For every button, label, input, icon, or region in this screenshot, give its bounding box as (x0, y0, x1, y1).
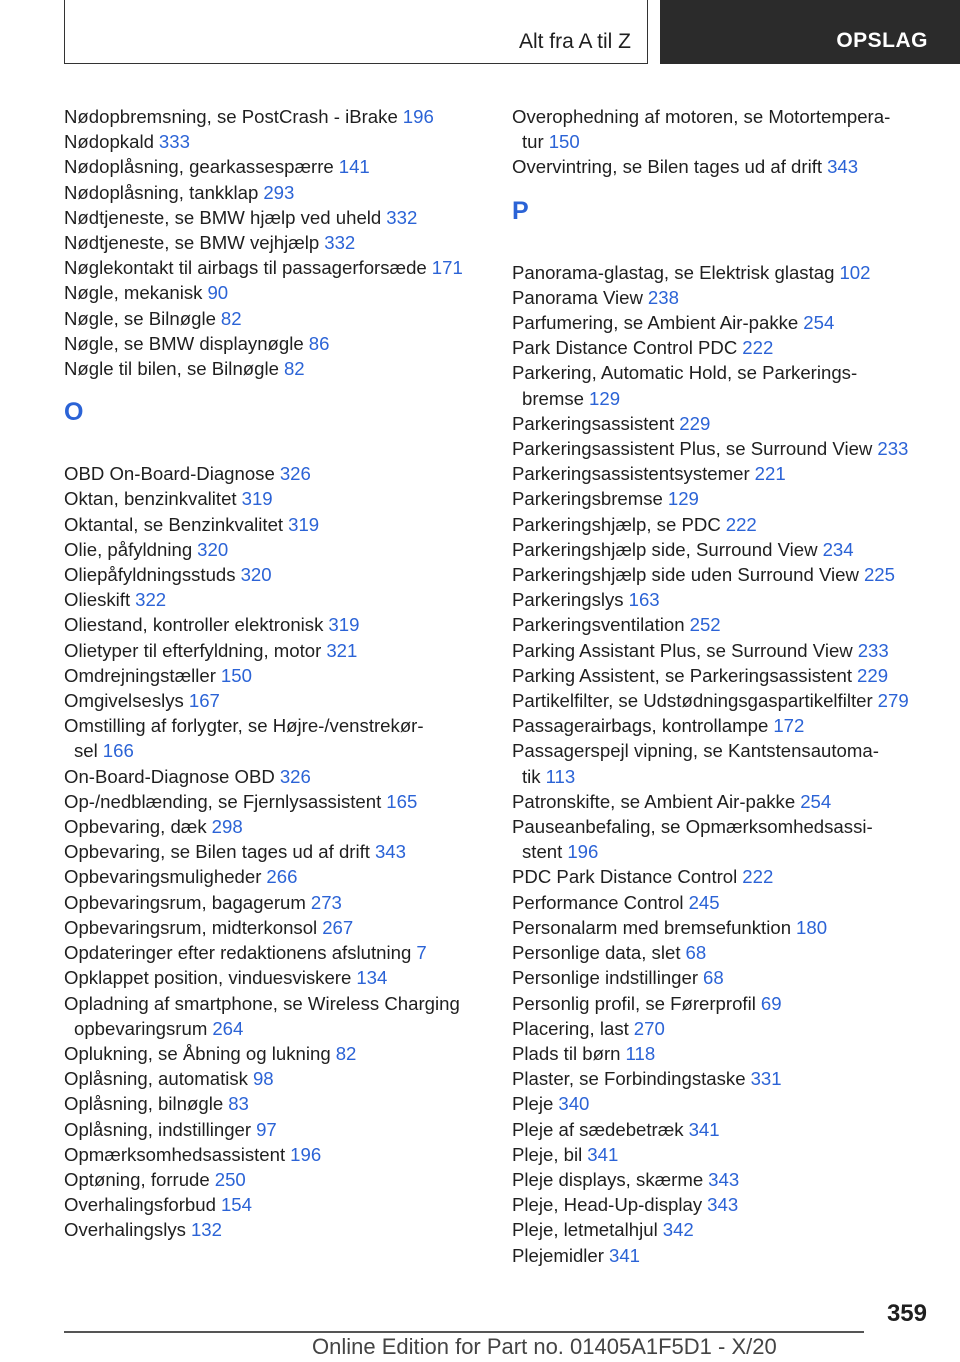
footer-divider (64, 1331, 864, 1333)
page-reference-link[interactable]: 331 (750, 1068, 782, 1090)
index-entry-term: Pauseanbefaling, se Opmærksomhedsassi- (512, 816, 873, 838)
section-tab[interactable] (660, 0, 960, 64)
index-entry (64, 154, 484, 179)
page-reference-link[interactable]: 102 (839, 261, 871, 283)
page-reference-link[interactable]: 264 (212, 1017, 244, 1039)
index-entry (512, 562, 942, 587)
page-reference-link[interactable]: 196 (402, 106, 434, 127)
index-entry-term: Parkeringsassistent Plus, se Surround View (512, 438, 873, 460)
index-entry-continuation-text: tur (522, 131, 544, 153)
index-entry-term: Opbevaring, se Bilen tages ud af drift (64, 841, 370, 863)
index-entry-term: Nødopbremsning, se PostCrash - iBrake (64, 106, 398, 127)
page-reference-link[interactable]: 320 (240, 564, 272, 586)
index-entry (64, 663, 484, 688)
page-reference-link[interactable]: 254 (800, 790, 832, 812)
index-entry-term: Nødtjeneste, se BMW vejhjælp (64, 232, 320, 254)
index-entry (64, 587, 484, 612)
index-entry (64, 562, 484, 587)
page-reference-link[interactable]: 129 (589, 387, 621, 409)
index-entry-term: Oplukning, se Åbning og lukning (64, 1042, 331, 1064)
index-entry (512, 461, 942, 486)
index-entry-continuation (512, 129, 942, 154)
page-reference-link[interactable]: 222 (742, 866, 774, 888)
index-entry-term: Personlig profil, se Førerprofil (512, 992, 756, 1014)
index-entry (64, 814, 484, 839)
page-reference-link[interactable]: 166 (102, 740, 134, 762)
index-entry (512, 260, 942, 285)
index-entry-term: Partikelfilter, se Udstødningsgaspartikelfilter (512, 690, 873, 712)
index-entry-term: Nøgle, se Bilnøgle (64, 307, 216, 329)
index-column-left (64, 104, 484, 1243)
page-number: 359 (886, 1300, 927, 1327)
index-entry-term: Oplåsning, automatisk (64, 1068, 248, 1090)
index-entry-term: Nødtjeneste, se BMW hjælp ved uheld (64, 206, 382, 228)
index-entry-continuation (512, 764, 942, 789)
section-tab-label: OPSLAG (836, 29, 928, 52)
index-entry-term: Opklappet position, vinduesviskere (64, 967, 352, 989)
index-entry-term: Pleje displays, skærme (512, 1168, 704, 1190)
page-reference-link[interactable]: 343 (707, 1194, 739, 1216)
index-entry (512, 411, 942, 436)
index-entry (64, 1142, 484, 1167)
index-entry (64, 306, 484, 331)
index-entry-term: Plads til børn (512, 1042, 621, 1064)
page-reference-link[interactable]: 132 (190, 1219, 222, 1241)
index-entry (64, 1066, 484, 1091)
index-entry-term: Nøglekontakt til airbags til passagerforsæde (64, 257, 427, 279)
index-entry-term: Oktantal, se Benzinkvalitet (64, 513, 284, 535)
index-entry-continuation (512, 386, 942, 411)
index-entry-term: Personlige data, slet (512, 942, 681, 964)
index-entry (64, 1192, 484, 1217)
page-reference-link[interactable]: 98 (252, 1068, 274, 1090)
index-entry-term: Patronskifte, se Ambient Air-pakke (512, 790, 796, 812)
page-reference-link[interactable]: 341 (688, 1118, 720, 1140)
index-entry (64, 512, 484, 537)
index-entry-term: Parkeringsassistentsystemer (512, 463, 750, 485)
index-entry (64, 537, 484, 562)
index-entry (64, 129, 484, 154)
index-entry (512, 360, 942, 410)
index-entry (64, 461, 484, 486)
page-reference-link[interactable]: 134 (356, 967, 388, 989)
index-entry-term: Oliepåfyldningsstuds (64, 564, 236, 586)
index-entry (512, 285, 942, 310)
index-entry (512, 890, 942, 915)
page-reference-link[interactable]: 267 (322, 916, 354, 938)
page-reference-link[interactable]: 333 (158, 131, 190, 153)
index-entry-term: Parkeringsventilation (512, 614, 685, 636)
index-entry-term: Olieskift (64, 589, 131, 611)
index-letter-heading: O (64, 398, 84, 427)
page-reference-link[interactable]: 332 (324, 232, 356, 254)
index-column-right (512, 104, 942, 1268)
index-entry (512, 1217, 942, 1242)
index-entry-term: Opdateringer efter redaktionens afslutning (64, 942, 412, 964)
page-reference-link[interactable]: 68 (685, 942, 707, 964)
index-entry (64, 713, 484, 763)
page-reference-link[interactable]: 326 (279, 463, 311, 485)
page-reference-link[interactable]: 129 (667, 488, 699, 510)
page-reference-link[interactable]: 150 (548, 131, 580, 153)
index-entry-term: Omstilling af forlygter, se Højre-/venstrekør- (64, 715, 424, 737)
index-entry-term: Pleje, Head-Up-display (512, 1194, 703, 1216)
index-entry-term: Nøgle, mekanisk (64, 282, 203, 304)
page-reference-link[interactable]: 69 (760, 992, 782, 1014)
page-reference-link[interactable]: 319 (328, 614, 360, 636)
index-entry-term: Plaster, se Forbindingstaske (512, 1068, 746, 1090)
index-entry-term: Oktan, benzinkvalitet (64, 488, 237, 510)
page-reference-link[interactable]: 97 (256, 1118, 277, 1140)
page-reference-link[interactable]: 342 (662, 1219, 694, 1241)
index-entry-term: Personlige indstillinger (512, 967, 699, 989)
page-reference-link[interactable]: 229 (679, 412, 711, 434)
index-entry (64, 1117, 484, 1142)
index-entry-term: Pleje af sædebetræk (512, 1118, 684, 1140)
index-entry (512, 335, 942, 360)
index-entry-term: Parkeringsassistent (512, 412, 675, 434)
index-entry-term: Olie, påfyldning (64, 538, 193, 560)
page-reference-link[interactable]: 273 (310, 891, 342, 913)
index-entry (64, 612, 484, 637)
page-reference-link[interactable]: 196 (290, 1143, 322, 1165)
page-reference-link[interactable]: 172 (773, 715, 805, 737)
index-entry-term: Passagerairbags, kontrollampe (512, 715, 769, 737)
index-entry-term: Oplåsning, bilnøgle (64, 1093, 224, 1115)
index-entry-continuation-text: opbevaringsrum (74, 1017, 208, 1039)
index-entry-term: Nødoplåsning, tankklap (64, 181, 259, 203)
index-entry (512, 789, 942, 814)
page-reference-link[interactable]: 341 (587, 1143, 619, 1165)
index-entry-continuation-text: bremse (522, 387, 585, 409)
page-reference-link[interactable]: 83 (228, 1093, 249, 1115)
index-entry (64, 104, 484, 129)
page-reference-link[interactable]: 343 (374, 841, 406, 863)
index-entry (64, 764, 484, 789)
index-entry (512, 688, 942, 713)
index-entry (64, 486, 484, 511)
index-entry-term: Op-/nedblænding, se Fjernlysassistent (64, 790, 382, 812)
index-entry-term: Opmærksomhedsassistent (64, 1143, 286, 1165)
index-entry-term: Omgivelseslys (64, 690, 184, 712)
page-reference-link[interactable]: 150 (220, 664, 252, 686)
page-reference-link[interactable]: 154 (220, 1194, 252, 1216)
index-entry-term: Oliestand, kontroller elektronisk (64, 614, 324, 636)
index-entry-term: Opbevaring, dæk (64, 816, 207, 838)
index-entry-continuation-text: tik (522, 765, 541, 787)
index-entry-term: Parkeringshjælp, se PDC (512, 513, 721, 535)
index-entry-term: Personalarm med bremsefunktion (512, 916, 792, 938)
page-reference-link[interactable]: 163 (628, 589, 660, 611)
page-reference-link[interactable]: 238 (647, 286, 679, 308)
page-reference-link[interactable]: 82 (335, 1042, 357, 1064)
index-entry (512, 940, 942, 965)
page-reference-link[interactable]: 266 (266, 866, 298, 888)
index-letter-heading: P (512, 196, 529, 225)
index-entry (64, 890, 484, 915)
page-reference-link[interactable]: 221 (754, 463, 786, 485)
index-entry (512, 1091, 942, 1116)
index-entry (512, 104, 942, 154)
page-reference-link[interactable]: 270 (633, 1017, 665, 1039)
index-entry-term: Placering, last (512, 1017, 629, 1039)
index-entry (512, 1192, 942, 1217)
page-reference-link[interactable]: 68 (703, 967, 724, 989)
page-reference-link[interactable]: 229 (857, 664, 889, 686)
page-reference-link[interactable]: 343 (708, 1168, 740, 1190)
index-entry (512, 638, 942, 663)
page-reference-link[interactable]: 254 (803, 312, 835, 334)
index-entry-term: Pleje, bil (512, 1143, 583, 1165)
index-entry (64, 991, 484, 1041)
index-entry-term: Oplåsning, indstillinger (64, 1118, 252, 1140)
index-entry-term: Parkeringshjælp side, Surround View (512, 538, 818, 560)
index-entry-term: PDC Park Distance Control (512, 866, 738, 888)
page-reference-link[interactable]: 322 (135, 589, 167, 611)
index-entry (512, 1243, 942, 1268)
page-reference-link[interactable]: 326 (279, 765, 311, 787)
page-reference-link[interactable]: 321 (326, 639, 358, 661)
index-entry (512, 537, 942, 562)
header-section-box (64, 0, 648, 64)
index-entry (512, 310, 942, 335)
index-entry (64, 789, 484, 814)
index-entry-term: Overvintring, se Bilen tages ud af drift (512, 156, 823, 178)
index-entry-term: Optøning, forrude (64, 1168, 210, 1190)
page-reference-link[interactable]: 171 (431, 257, 463, 279)
page-reference-link[interactable]: 222 (725, 513, 757, 535)
index-entry-term: Parkeringslys (512, 589, 624, 611)
index-entry (512, 1041, 942, 1066)
index-entry (512, 436, 942, 461)
page-reference-link[interactable]: 167 (188, 690, 220, 712)
index-entry-term: Pleje (512, 1093, 554, 1115)
index-entry-term: Nøgle, se BMW displaynøgle (64, 332, 304, 354)
index-entry-term: Overophedning af motoren, se Motortempera- (512, 106, 891, 127)
index-entry (64, 864, 484, 889)
index-entry (512, 713, 942, 738)
index-entry-term: Parkeringshjælp side uden Surround View (512, 564, 859, 586)
page-reference-link[interactable]: 293 (263, 181, 295, 203)
index-entry-continuation-text: sel (74, 740, 98, 762)
page-reference-link[interactable]: 298 (211, 816, 243, 838)
index-entry (512, 991, 942, 1016)
page-reference-link[interactable]: 82 (220, 307, 242, 329)
index-entry (512, 1117, 942, 1142)
index-entry-term: Opbevaringsrum, bagagerum (64, 891, 306, 913)
index-entry (64, 638, 484, 663)
index-entry (512, 154, 942, 179)
index-entry-term: Parking Assistant Plus, se Surround View (512, 639, 853, 661)
index-entry (64, 1167, 484, 1192)
index-entry (64, 356, 484, 381)
edition-footer: Online Edition for Part no. 01405A1F5D1 - X/20 (312, 1334, 777, 1359)
index-entry-term: Passagerspejl vipning, se Kantstensautoma- (512, 740, 879, 762)
index-entry (512, 814, 942, 864)
page-reference-link[interactable]: 82 (283, 358, 305, 380)
page-reference-link[interactable]: 86 (308, 332, 330, 354)
page-reference-link[interactable]: 332 (386, 206, 418, 228)
index-entry (64, 331, 484, 356)
index-entry (512, 738, 942, 788)
index-entry-term: Parkeringsbremse (512, 488, 663, 510)
index-entry-term: Nøgle til bilen, se Bilnøgle (64, 358, 279, 380)
page-reference-link[interactable]: 279 (877, 690, 909, 712)
index-entry-term: Overhalingslys (64, 1219, 186, 1241)
page-reference-link[interactable]: 113 (545, 765, 576, 787)
page-reference-link[interactable]: 319 (288, 513, 320, 535)
index-entry (512, 486, 942, 511)
page-reference-link[interactable]: 319 (241, 488, 273, 510)
index-entry (64, 839, 484, 864)
index-entry (64, 688, 484, 713)
index-entry (512, 1142, 942, 1167)
index-entry (64, 1041, 484, 1066)
page-reference-link[interactable]: 233 (857, 639, 889, 661)
index-entry-term: Performance Control (512, 891, 684, 913)
index-entry-term: Panorama View (512, 286, 643, 308)
index-entry-term: Opladning af smartphone, se Wireless Charging (64, 992, 460, 1014)
page-reference-link[interactable]: 245 (688, 891, 720, 913)
index-entry-term: Pleje, letmetalhjul (512, 1219, 658, 1241)
page-reference-link[interactable]: 343 (827, 156, 859, 178)
index-entry (64, 1217, 484, 1242)
page-reference-link[interactable]: 141 (338, 156, 370, 178)
index-entry (64, 915, 484, 940)
index-entry-continuation-text: stent (522, 841, 563, 863)
index-entry (512, 587, 942, 612)
page-reference-link[interactable]: 252 (689, 614, 721, 636)
page-reference-link[interactable]: 234 (822, 538, 854, 560)
page-reference-link[interactable]: 165 (386, 790, 418, 812)
index-entry-term: On-Board-Diagnose OBD (64, 765, 275, 787)
page-reference-link[interactable]: 250 (214, 1168, 246, 1190)
index-entry (512, 915, 942, 940)
index-entry (512, 1167, 942, 1192)
section-title: Alt fra A til Z (518, 30, 631, 53)
page-reference-link[interactable]: 233 (877, 438, 909, 460)
index-entry-term: Plejemidler (512, 1244, 604, 1266)
page-reference-link[interactable]: 180 (796, 916, 828, 938)
index-entry-term: Panorama-glastag, se Elektrisk glastag (512, 261, 835, 283)
page-reference-link[interactable]: 90 (207, 282, 229, 304)
index-entry-term: Park Distance Control PDC (512, 337, 738, 359)
index-entry (512, 1016, 942, 1041)
index-entry (64, 280, 484, 305)
index-entry (64, 1091, 484, 1116)
index-entry (512, 512, 942, 537)
page-reference-link[interactable]: 222 (742, 337, 774, 359)
index-entry (512, 663, 942, 688)
index-entry-term: OBD On-Board-Diagnose (64, 463, 275, 485)
index-entry-term: Nødoplåsning, gearkassespærre (64, 156, 334, 178)
index-entry (512, 965, 942, 990)
index-entry-term: Opbevaringsmuligheder (64, 866, 262, 888)
index-entry (64, 255, 484, 280)
index-entry (64, 180, 484, 205)
page-reference-link[interactable]: 320 (197, 538, 229, 560)
index-entry (512, 612, 942, 637)
index-entry (512, 864, 942, 889)
index-entry (64, 230, 484, 255)
index-entry-term: Nødopkald (64, 131, 154, 153)
index-entry (512, 1066, 942, 1091)
page-reference-link[interactable]: 341 (608, 1244, 641, 1266)
index-entry-term: Overhalingsforbud (64, 1194, 216, 1216)
index-entry-continuation (512, 839, 942, 864)
page-reference-link[interactable]: 7 (416, 942, 427, 964)
page-reference-link[interactable]: 196 (567, 841, 599, 863)
page-reference-link[interactable]: 118 (625, 1042, 656, 1064)
index-entry-term: Parkering, Automatic Hold, se Parkerings- (512, 362, 858, 384)
index-entry (64, 205, 484, 230)
index-entry-continuation (64, 1016, 484, 1041)
page-reference-link[interactable]: 340 (558, 1093, 590, 1115)
index-entry-term: Olietyper til efterfyldning, motor (64, 639, 322, 661)
page-reference-link[interactable]: 225 (863, 564, 895, 586)
index-entry (64, 940, 484, 965)
index-entry-term: Parking Assistent, se Parkeringsassistent (512, 664, 853, 686)
index-entry (64, 965, 484, 990)
index-entry-term: Omdrejningstæller (64, 664, 216, 686)
index-entry-term: Opbevaringsrum, midterkonsol (64, 916, 318, 938)
index-entry-term: Parfumering, se Ambient Air-pakke (512, 312, 799, 334)
index-entry-continuation (64, 738, 484, 763)
